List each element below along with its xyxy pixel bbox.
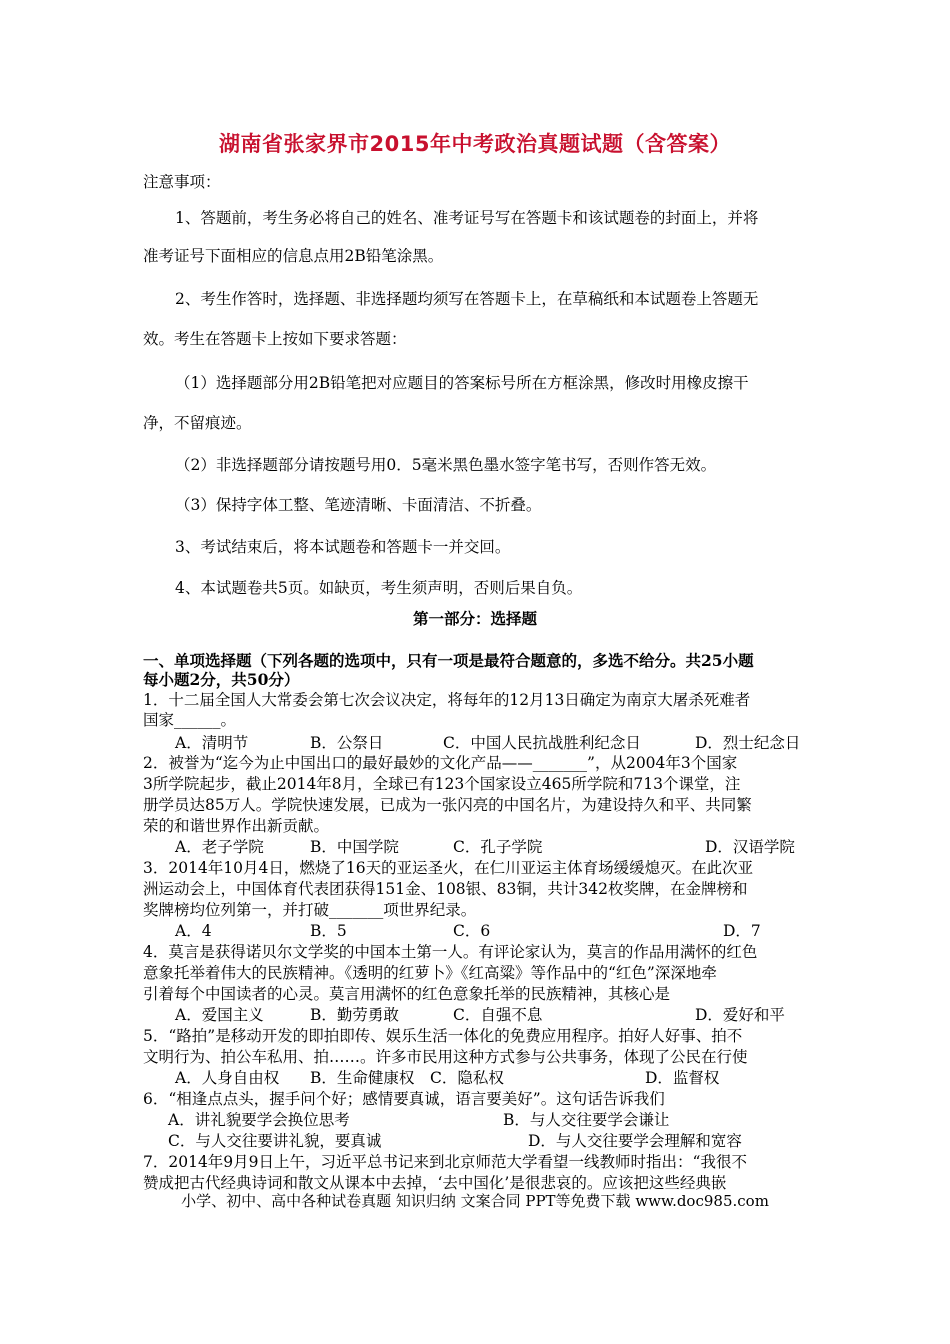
option-b: B．5 [310,922,347,940]
option-d: D．与人交往要学会理解和宽容 [528,1132,742,1150]
question-text: 2．被誉为“迄今为止中国出口的最好最妙的文化产品——_______”，从2004年3个国家 [143,754,738,772]
option-c: C．与人交往要讲礼貌，要真诚 [168,1132,382,1150]
document-title: 湖南省张家界市2015年中考政治真题试题（含答案） [219,132,731,156]
notice-line: 效。考生在答题卡上按如下要求答题： [143,330,407,348]
question-text: 册学员达85万人。学院快速发展，已成为一张闪亮的中国名片，为建设持久和平、共同繁 [143,796,752,814]
option-c: C．孔子学院 [453,838,543,856]
question-text: 文明行为、拍公车私用、拍……。许多市民用这种方式参与公共事务，体现了公民在行使 [143,1048,748,1066]
option-c: C．中国人民抗战胜利纪念日 [443,734,641,752]
option-d: D．7 [723,922,761,940]
notice-line: （3）保持字体工整、笔迹清晰、卡面清洁、不折叠。 [175,496,542,514]
question-text: 引着每个中国读者的心灵。莫言用满怀的红色意象托举的民族精神，其核心是 [143,985,671,1003]
question-text: 赞成把古代经典诗词和散文从课本中去掉，‘去中国化’是很悲哀的。应该把这些经典嵌 [143,1174,727,1192]
page-footer: 小学、初中、高中各种试卷真题 知识归纳 文案合同 PPT等免费下载 www.doc985.com [181,1192,769,1210]
option-c: C．自强不息 [453,1006,543,1024]
notice-line: （2）非选择题部分请按题号用0．5毫米黑色墨水签字笔书写，否则作答无效。 [175,456,717,474]
option-a: A．人身自由权 [175,1069,280,1087]
question-text: 奖牌榜均位列第一，并打破_______项世界纪录。 [143,901,477,919]
option-b: B．生命健康权 [310,1069,415,1087]
option-a: A．老子学院 [175,838,264,856]
option-c: C．隐私权 [430,1069,504,1087]
option-a: A．讲礼貌要学会换位思考 [168,1111,350,1129]
notice-line: 准考证号下面相应的信息点用2B铅笔涂黑。 [143,247,444,265]
question-text: 国家______。 [143,711,237,729]
notice-line: 4、本试题卷共5页。如缺页，考生须声明，否则后果自负。 [175,579,583,597]
option-b: B．勤劳勇敢 [310,1006,399,1024]
option-d: D．监督权 [645,1069,720,1087]
question-text: 4．莫言是获得诺贝尔文学奖的中国本土第一人。有评论家认为，莫言的作品用满怀的红色 [143,943,758,961]
option-d: D．汉语学院 [705,838,795,856]
section-heading: 一、单项选择题（下列各题的选项中，只有一项是最符合题意的，多选不给分。共25小题 [143,651,754,670]
option-b: B．中国学院 [310,838,399,856]
part-title: 第一部分：选择题 [412,609,537,628]
section-heading: 每小题2分，共50分） [143,670,300,689]
option-d: D．烈士纪念日 [695,734,801,752]
question-text: 3所学院起步，截止2014年8月，全球已有123个国家设立465所学院和713个课堂，注 [143,775,741,793]
question-text: 意象托举着伟大的民族精神。《透明的红萝卜》《红高粱》等作品中的“红色”深深地牵 [143,964,717,982]
notice-line: 1、答题前，考生务必将自己的姓名、准考证号写在答题卡和该试题卷的封面上，并将 [175,209,759,227]
question-text: 5．“路拍”是移动开发的即拍即传、娱乐生活一体化的免费应用程序。拍好人好事、拍不 [143,1027,743,1045]
question-text: 3．2014年10月4日，燃烧了16天的亚运圣火，在仁川亚运主体育场缓缓熄灭。在此次亚 [143,859,754,877]
option-a: A．爱国主义 [175,1006,264,1024]
notice-line: （1）选择题部分用2B铅笔把对应题目的答案标号所在方框涂黑，修改时用橡皮擦干 [175,374,749,392]
option-d: D．爱好和平 [695,1006,785,1024]
question-text: 6．“相逢点点头，握手问个好；感情要真诚，语言要美好”。这句话告诉我们 [143,1090,665,1108]
notice-line: 净，不留痕迹。 [143,414,252,432]
option-b: B．与人交往要学会谦让 [503,1111,670,1129]
option-a: A．4 [175,922,212,940]
question-text: 7．2014年9月9日上午，习近平总书记来到北京师范大学看望一线教师时指出：“我很不 [143,1153,747,1171]
option-b: B．公祭日 [310,734,384,752]
notice-heading: 注意事项： [143,173,221,191]
notice-line: 2、考生作答时，选择题、非选择题均须写在答题卡上，在草稿纸和本试题卷上答题无 [175,290,759,308]
option-a: A．清明节 [175,734,249,752]
notice-line: 3、考试结束后，将本试题卷和答题卡一并交回。 [175,538,511,556]
question-text: 1．十二届全国人大常委会第七次会议决定，将每年的12月13日确定为南京大屠杀死难者 [143,691,751,709]
question-text: 荣的和谐世界作出新贡献。 [143,817,330,835]
question-text: 洲运动会上，中国体育代表团获得151金、108银、83铜，共计342枚奖牌，在金牌榜和 [143,880,748,898]
option-c: C．6 [453,922,491,940]
